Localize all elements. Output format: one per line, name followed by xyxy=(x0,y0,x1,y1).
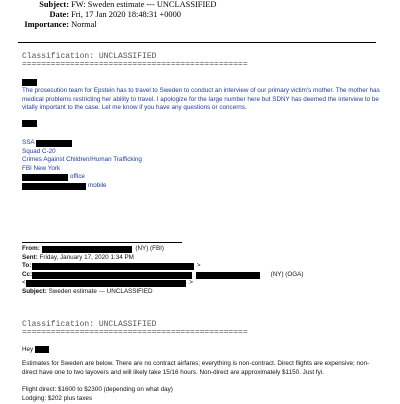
redaction-box xyxy=(196,272,260,279)
forwarded-subject-label: Subject: xyxy=(22,287,47,295)
forwarded-subject-value: Sweden estimate --- UNCLASSIFIED xyxy=(48,287,153,295)
date-label: Date: xyxy=(49,10,69,19)
forwarded-sent-label: Sent: xyxy=(22,253,38,261)
importance-label: Importance: xyxy=(24,20,69,29)
date-value: Fri, 17 Jan 2020 18:48:31 +0000 xyxy=(71,10,181,19)
forwarded-from-label: From: xyxy=(22,245,40,252)
reply-lodging: Lodging: $202 plus taxes xyxy=(22,395,93,402)
subject-label: Subject: xyxy=(39,0,69,9)
message-body: The prosecution team for Epstein has to travel to Sweden to conduct an interview of our primary victim's mother. The mother has medical problems restricting her ability to travel. I apologize for the large number here but SDNY has deemed the interview to be vitally important to the case. Let me know if you have any questions or concerns. xyxy=(22,87,380,112)
redaction-box xyxy=(22,174,68,181)
forwarded-sent-value: Friday, January 17, 2020 1:34 PM xyxy=(39,253,134,261)
redaction-box xyxy=(36,140,72,147)
signature-office-suffix: office xyxy=(70,173,85,181)
importance-value: Normal xyxy=(71,20,97,29)
classification-top-separator: =============================================== xyxy=(22,60,248,69)
forwarded-sent-row xyxy=(22,254,382,263)
reply-flight-direct: Flight direct: $1600 to $2300 (depending on what day) xyxy=(22,386,173,393)
date-row xyxy=(22,10,382,20)
redaction-box xyxy=(22,79,37,86)
redaction-box xyxy=(22,120,37,127)
classification-bottom-label: Classification: UNCLASSIFIED xyxy=(22,320,157,329)
forwarded-to-label: To: xyxy=(22,262,32,270)
signature-unit: Crimes Against Children/Human Trafficking xyxy=(22,156,142,164)
classification-bottom-separator: =============================================== xyxy=(22,328,248,337)
forwarded-cc-label: Cc: xyxy=(22,270,33,278)
forwarded-cc-suffix: (NY) (OGA) xyxy=(270,270,304,278)
redaction-box xyxy=(32,272,192,279)
forwarded-subject-row xyxy=(22,288,382,297)
redaction-box xyxy=(22,183,86,190)
reply-estimate-text: Estimates for Sweden are below. There are no contract airfares; everything is non-contract. Direct flights are expensive; non-direct have one to two layovers and will likely take 15/16 hours. Non-direct are approximately $1150. Just fyi. xyxy=(22,360,370,376)
forwarded-cc-line2-suffix: > xyxy=(189,279,193,287)
redaction-box xyxy=(26,280,186,287)
reply-greeting-row xyxy=(22,346,33,355)
redaction-box xyxy=(42,246,132,253)
redaction-box xyxy=(35,346,49,353)
forwarded-to-suffix: > xyxy=(196,262,201,270)
forwarded-cc-line2-prefix: < xyxy=(22,279,26,287)
email-header xyxy=(22,0,382,30)
importance-row xyxy=(22,20,382,30)
header-divider xyxy=(18,42,376,43)
subject-value: FW: Sweden estimate --- UNCLASSIFIED xyxy=(71,0,217,9)
forwarded-from-suffix: (NY) (FBI) xyxy=(135,245,165,252)
signature-mobile-suffix: mobile xyxy=(88,181,107,189)
reply-greeting: Hey xyxy=(22,346,34,353)
redaction-box xyxy=(32,263,194,270)
signature-title: SSA xyxy=(22,139,35,146)
forwarded-divider xyxy=(22,242,182,243)
signature-office-name: FBI New York xyxy=(22,164,61,172)
subject-row xyxy=(22,0,382,10)
classification-top-label: Classification: UNCLASSIFIED xyxy=(22,52,157,61)
signature-squad: Squad C-20 xyxy=(22,147,56,155)
